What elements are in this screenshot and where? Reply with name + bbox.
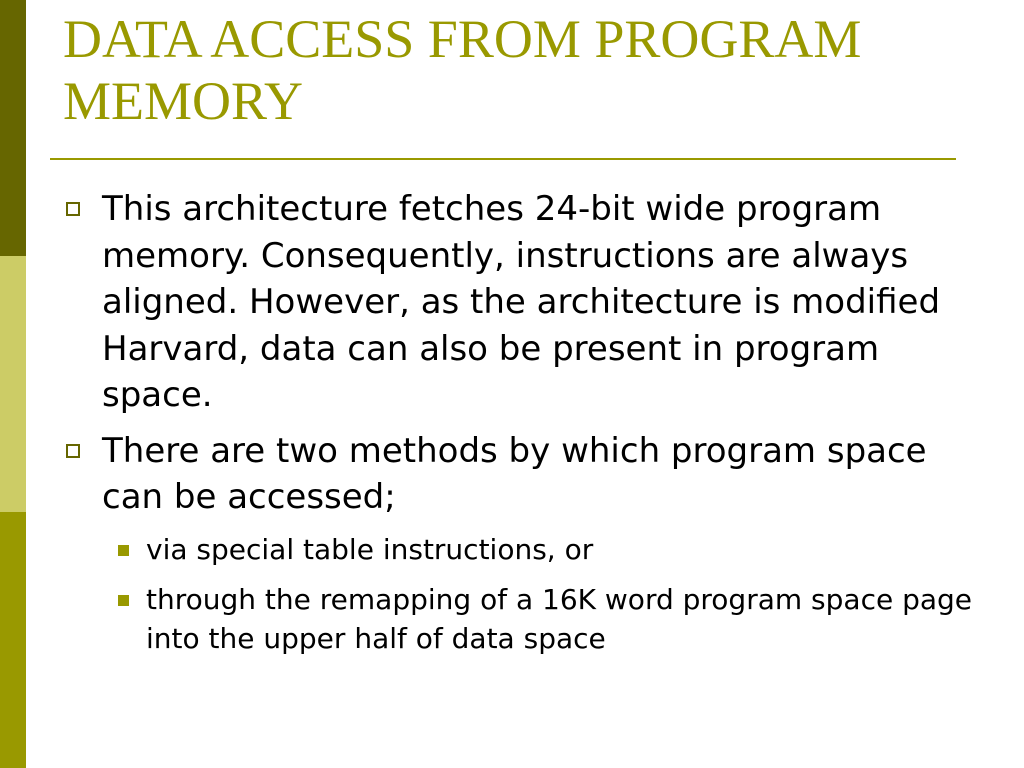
sub-bullet-text: through the remapping of a 16K word program space page into the upper half of data space: [146, 582, 973, 655]
filled-square-bullet-icon: [118, 545, 129, 556]
sub-bullet-item: [0, 580, 1024, 658]
bullet-item: [0, 186, 1024, 419]
slide-title: DATA ACCESS FROM PROGRAM MEMORY: [63, 9, 862, 131]
title-divider: [50, 158, 956, 160]
hollow-square-bullet-icon: [66, 444, 80, 458]
sub-bullet-item: [0, 530, 1024, 569]
slide-body: [0, 186, 1024, 669]
filled-square-bullet-icon: [118, 595, 129, 606]
bullet-item: [0, 428, 1024, 521]
bullet-text: This architecture fetches 24-bit wide program memory. Consequently, instructions are always aligned. However, as the architecture is modified Harvard, data can also be present in program space.: [102, 189, 941, 415]
hollow-square-bullet-icon: [66, 202, 80, 216]
sub-bullet-text: via special table instructions, or: [146, 532, 594, 566]
bullet-text: There are two methods by which program space can be accessed;: [102, 430, 927, 517]
